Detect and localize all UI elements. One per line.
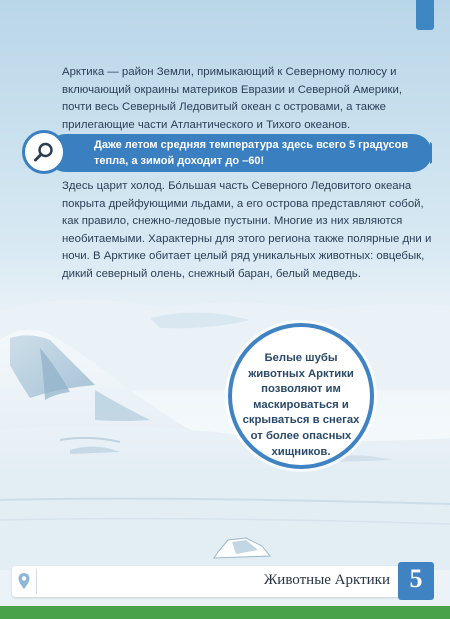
intro-paragraph: Арктика — район Земли, примыкающий к Северному полюсу и включающий окраины материков Евразии и Северной Америки, почти весь Северный Ледовитый океан с островами, а также прилегающие части Атлантического и Тихого океанов. xyxy=(62,66,402,131)
callout-text: Даже летом средняя температура здесь всего 5 градусов тепла, а зимой доходит до –60! xyxy=(94,139,409,167)
footer-divider xyxy=(36,569,37,594)
arctic-landscape-illustration xyxy=(0,270,450,570)
chapter-title: Животные Арктики xyxy=(263,572,390,588)
fact-callout xyxy=(22,130,442,176)
footer-bar xyxy=(12,566,398,597)
magnifier-icon xyxy=(22,130,66,174)
page-number-box xyxy=(398,562,434,600)
bottom-color-strip xyxy=(0,606,450,619)
info-bubble-text: Белые шубы животных Арктики позволяют им маскироваться и скрываться в снегах от более опасных хищников. xyxy=(242,352,360,458)
info-bubble xyxy=(228,323,374,469)
location-pin-icon xyxy=(17,572,31,590)
top-bookmark-tab xyxy=(416,0,434,30)
page-number: 5 xyxy=(409,564,423,593)
climate-paragraph: Здесь царит холод. Бо́льшая часть Северного Ледовитого океана покрыта дрейфующими льдами, а его острова представляют собой, как правило, снежно-ледовые пустыни. Многие из них являются необитаемыми. Характерны для этого региона также полярные дни и ночи. В Арктике обитает целый ряд уникальных животных: овцебык, дикий северный олень, снежный баран, белый медведь. xyxy=(62,180,432,280)
